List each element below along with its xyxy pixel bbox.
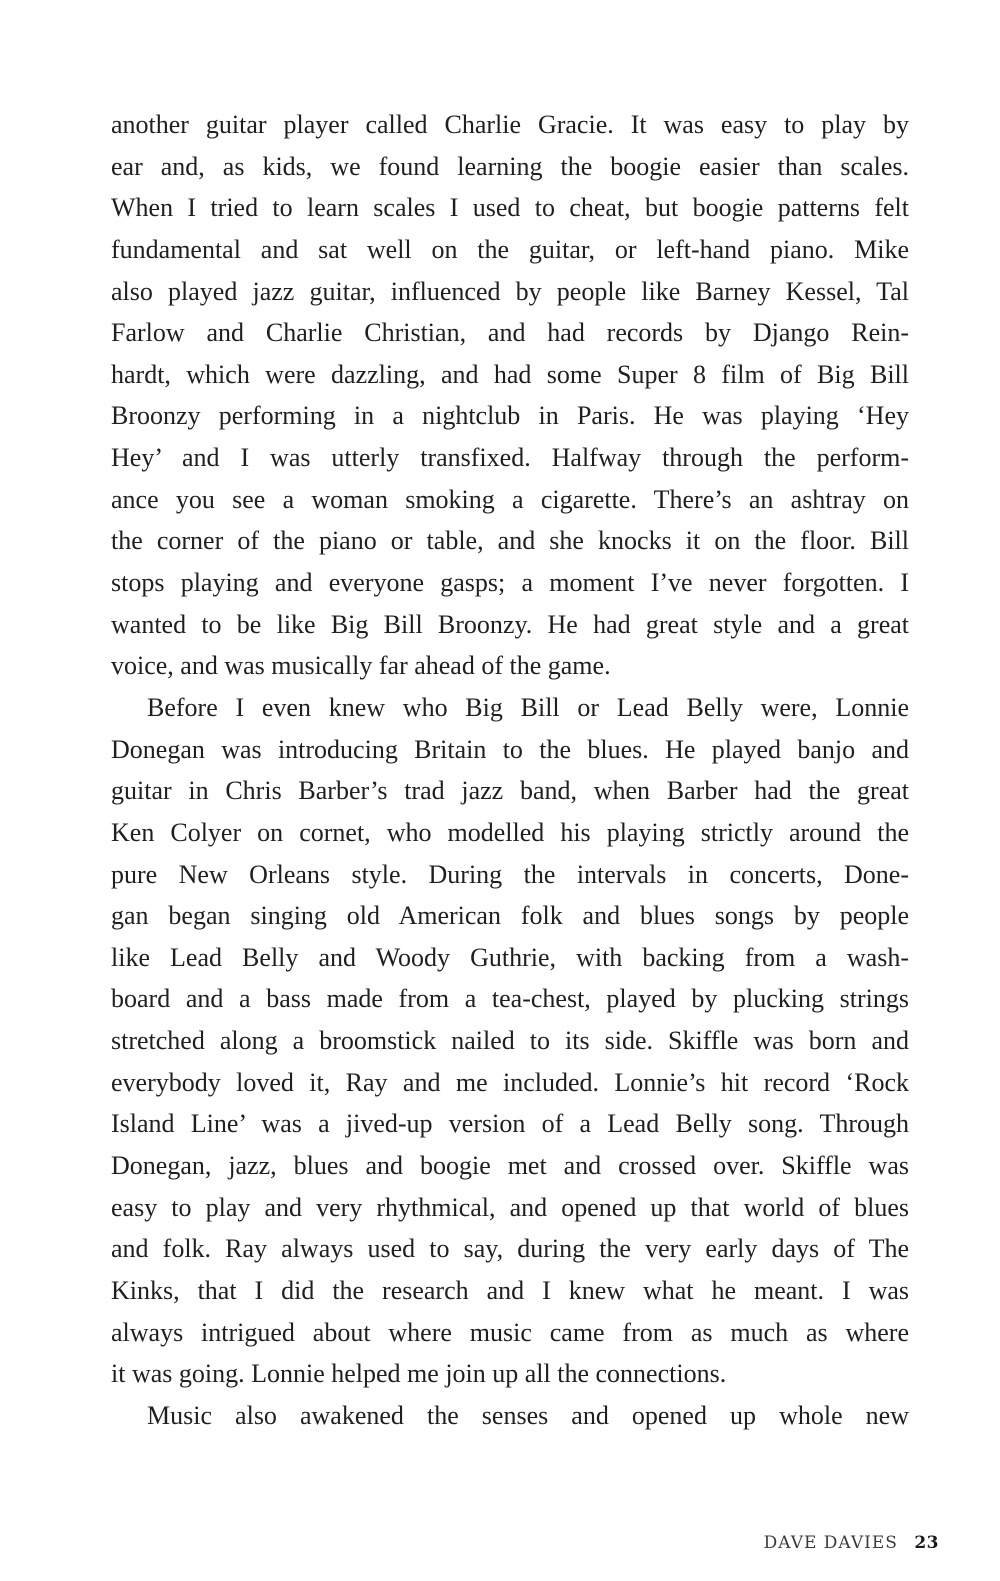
text-line: Hey’ and I was utterly transfixed. Halfway through the perform- [111,443,909,473]
text-line: hardt, which were dazzling, and had some Super 8 film of Big Bill [111,359,909,389]
running-head: DAVE DAVIES [763,1533,898,1553]
text-line: Kinks, that I did the research and I knew what he meant. I was [111,1275,909,1305]
text-line: board and a bass made from a tea-chest, played by plucking strings [111,984,909,1014]
text-line: Farlow and Charlie Christian, and had records by Django Rein- [111,318,909,348]
body-text [111,104,909,1437]
paragraph-end-line: it was going. Lonnie helped me join up all the connections. [111,1359,727,1389]
text-line: also played jazz guitar, influenced by people like Barney Kessel, Tal [111,276,909,306]
text-line: Donegan, jazz, blues and boogie met and crossed over. Skiffle was [111,1151,909,1181]
text-line: gan began singing old American folk and blues songs by people [111,901,909,931]
text-line: ance you see a woman smoking a cigarette. There’s an ashtray on [111,484,909,514]
text-line: ear and, as kids, we found learning the boogie easier than scales. [111,151,909,181]
text-line: stretched along a broomstick nailed to its side. Skiffle was born and [111,1026,909,1056]
text-line: wanted to be like Big Bill Broonzy. He had great style and a great [111,609,909,639]
page-number: 23 [914,1533,939,1553]
text-line: stops playing and everyone gasps; a moment I’ve never forgotten. I [111,568,909,598]
text-line: like Lead Belly and Woody Guthrie, with backing from a wash- [111,942,909,972]
text-line: Island Line’ was a jived-up version of a Lead Belly song. Through [111,1109,909,1139]
paragraph-start-line: Music also awakened the senses and opened up whole new [147,1400,909,1430]
text-line: fundamental and sat well on the guitar, or left-hand piano. Mike [111,234,909,264]
text-line: another guitar player called Charlie Gracie. It was easy to play by [111,110,909,139]
text-line: the corner of the piano or table, and she knocks it on the floor. Bill [111,526,909,556]
text-line: When I tried to learn scales I used to cheat, but boogie patterns felt [111,193,909,223]
paragraph-end-line: voice, and was musically far ahead of the game. [111,651,611,681]
text-line: always intrigued about where music came from as much as where [111,1317,909,1347]
text-line: everybody loved it, Ray and me included. Lonnie’s hit record ‘Rock [111,1067,909,1097]
text-line: and folk. Ray always used to say, during the very early days of The [111,1234,909,1264]
text-line: Broonzy performing in a nightclub in Paris. He was playing ‘Hey [111,401,909,431]
text-line: easy to play and very rhythmical, and opened up that world of blues [111,1192,909,1222]
page-footer [764,1533,939,1553]
text-line: Donegan was introducing Britain to the blues. He played banjo and [111,734,909,764]
text-line: guitar in Chris Barber’s trad jazz band, when Barber had the great [111,776,909,806]
paragraph-start-line: Before I even knew who Big Bill or Lead Belly were, Lonnie [147,692,909,722]
text-line: Ken Colyer on cornet, who modelled his playing strictly around the [111,817,909,847]
text-line: pure New Orleans style. During the intervals in concerts, Done- [111,859,909,889]
